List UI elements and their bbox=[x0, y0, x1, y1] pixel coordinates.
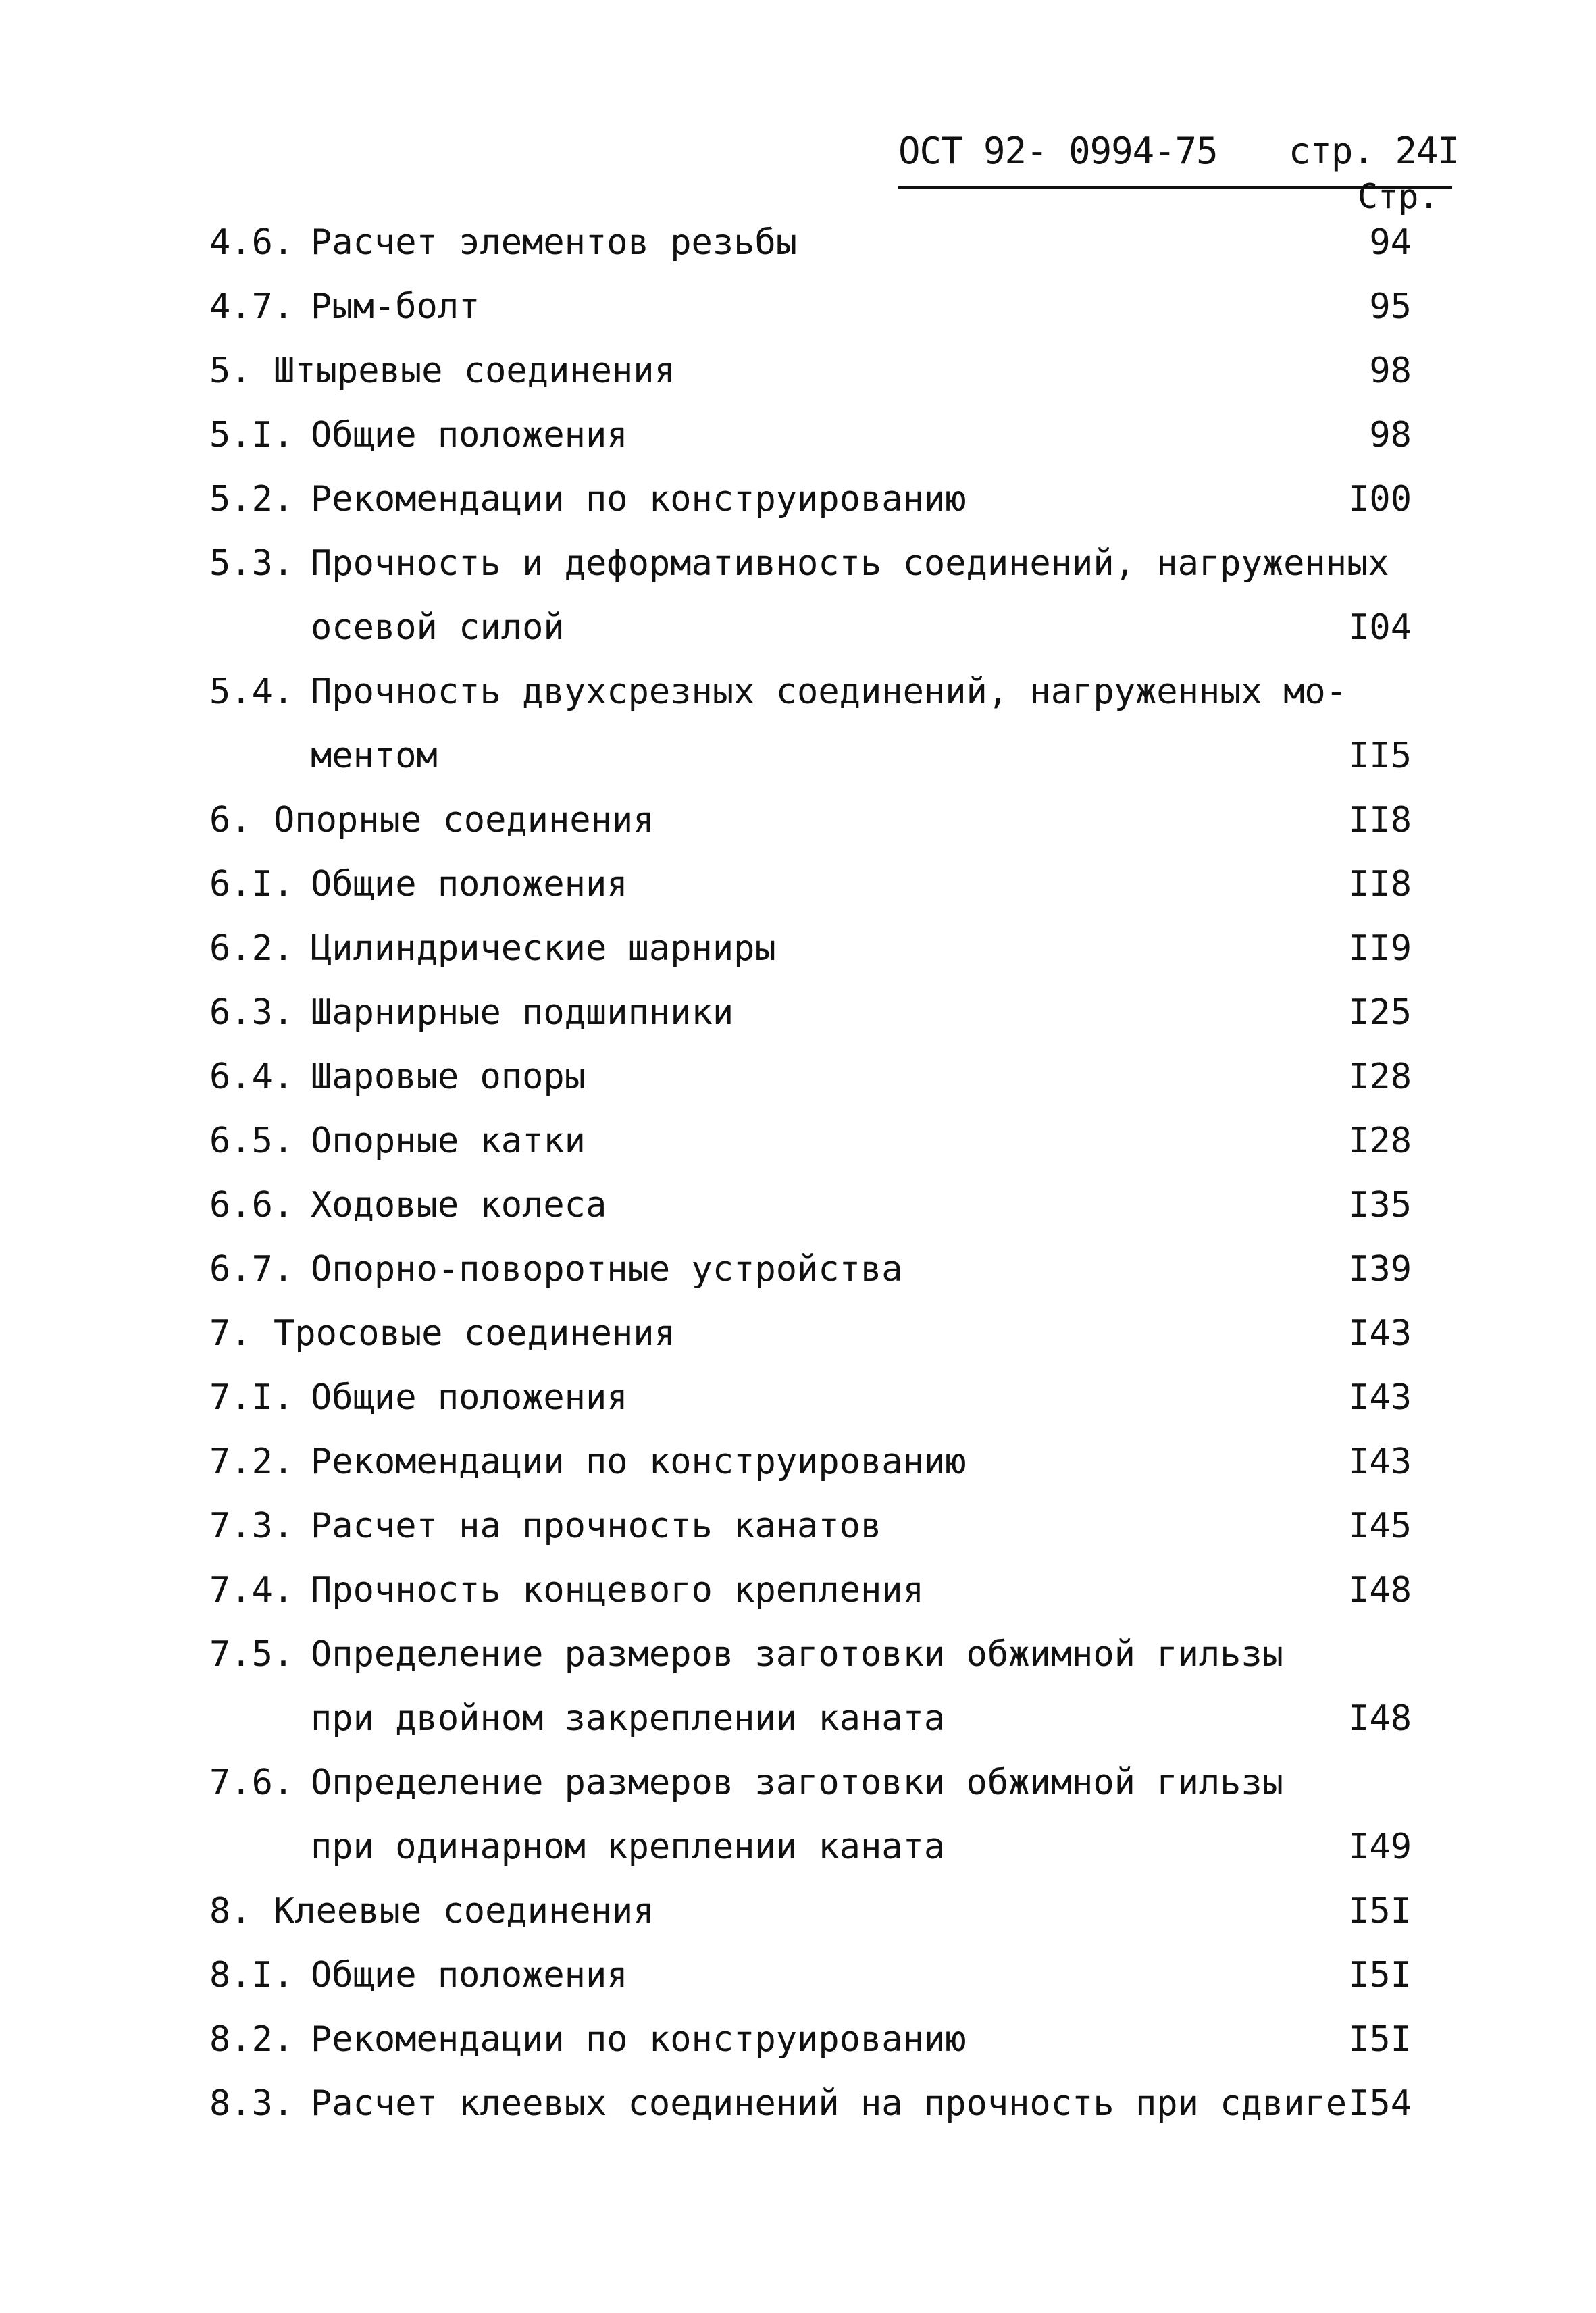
toc-entry-page: 94 bbox=[1369, 222, 1412, 263]
toc-entry-page: I39 bbox=[1348, 1249, 1412, 1290]
toc-entry-title: Тросовые соединения bbox=[274, 1313, 675, 1354]
toc-entry-title: ментом bbox=[311, 736, 438, 776]
toc-entry-number: 6.3. bbox=[209, 992, 294, 1033]
toc-entry-number: 6.4. bbox=[209, 1057, 294, 1097]
toc-entry-page: I54 bbox=[1348, 2083, 1412, 2124]
toc-entry-page: 95 bbox=[1369, 286, 1412, 327]
toc-entry-number: 8.3. bbox=[209, 2083, 294, 2124]
toc-entry-page: I5I bbox=[1348, 1955, 1412, 1996]
toc-entry-number: 7.6. bbox=[209, 1762, 294, 1803]
toc-entry-page: I25 bbox=[1348, 992, 1412, 1033]
toc-entry-number: 6.7. bbox=[209, 1249, 294, 1290]
toc-entry-title: Прочность двухсрезных соединений, нагруженных мо- bbox=[311, 671, 1347, 712]
toc-entry-number: 7.2. bbox=[209, 1442, 294, 1482]
toc-entry-title: Опорные катки bbox=[311, 1121, 586, 1161]
toc-entry-title: Расчет на прочность канатов bbox=[311, 1506, 882, 1546]
toc-entry-number: 7.4. bbox=[209, 1570, 294, 1610]
toc-entry-page: I04 bbox=[1348, 607, 1412, 648]
toc-entry-page: I43 bbox=[1348, 1442, 1412, 1482]
toc-entry bbox=[209, 1238, 1412, 1302]
toc-entry bbox=[209, 211, 1412, 275]
toc-entry bbox=[209, 1943, 1412, 2008]
page-column-label: Стр. bbox=[1358, 177, 1439, 216]
toc-entry-number: 6.5. bbox=[209, 1121, 294, 1161]
toc-entry-number: 4.6. bbox=[209, 222, 294, 263]
toc-entry-page: I28 bbox=[1348, 1121, 1412, 1161]
toc-entry bbox=[209, 339, 1412, 403]
toc-entry-title: Опорные соединения bbox=[274, 800, 654, 840]
toc-entry-number: 8. bbox=[209, 1891, 252, 1931]
toc-entry-page: I43 bbox=[1348, 1377, 1412, 1418]
toc-entry bbox=[209, 596, 1412, 660]
toc-entry-title: Цилиндрические шарниры bbox=[311, 928, 776, 969]
toc-entry-page: 98 bbox=[1369, 351, 1412, 391]
toc-entry-title: Общие положения bbox=[311, 1955, 628, 1996]
table-of-contents bbox=[209, 211, 1412, 2136]
toc-entry-title: Клеевые соединения bbox=[274, 1891, 654, 1931]
toc-entry-number: 5.3. bbox=[209, 543, 294, 584]
toc-entry-number: 6.2. bbox=[209, 928, 294, 969]
toc-entry-title: Шарнирные подшипники bbox=[311, 992, 734, 1033]
toc-entry bbox=[209, 917, 1412, 981]
toc-entry bbox=[209, 724, 1412, 788]
toc-entry-number: 5.4. bbox=[209, 671, 294, 712]
toc-entry bbox=[209, 1687, 1412, 1751]
toc-entry-title: Опорно-поворотные устройства bbox=[311, 1249, 903, 1290]
toc-entry-title: Рым-болт bbox=[311, 286, 480, 327]
toc-entry-title: Шаровые опоры bbox=[311, 1057, 586, 1097]
toc-entry-title: при двойном закреплении каната bbox=[311, 1698, 946, 1739]
toc-entry bbox=[209, 853, 1412, 917]
toc-entry-number: 5. bbox=[209, 351, 252, 391]
toc-entry-page: I43 bbox=[1348, 1313, 1412, 1354]
toc-entry-title: Штыревые соединения bbox=[274, 351, 675, 391]
toc-entry-page: I48 bbox=[1348, 1698, 1412, 1739]
toc-entry-number: 6. bbox=[209, 800, 252, 840]
toc-entry-page: I5I bbox=[1348, 1891, 1412, 1931]
toc-entry-title: Рекомендации по конструированию bbox=[311, 2019, 967, 2060]
toc-entry bbox=[209, 1751, 1412, 1815]
toc-entry bbox=[209, 1430, 1412, 1494]
toc-entry-page: I00 bbox=[1348, 479, 1412, 519]
toc-entry bbox=[209, 275, 1412, 339]
toc-entry-title: Рекомендации по конструированию bbox=[311, 1442, 967, 1482]
toc-entry-number: 4.7. bbox=[209, 286, 294, 327]
toc-entry bbox=[209, 1815, 1412, 1879]
toc-entry-page: I35 bbox=[1348, 1185, 1412, 1225]
toc-entry-number: 6.I. bbox=[209, 864, 294, 905]
toc-entry bbox=[209, 1494, 1412, 1558]
toc-entry-number: 7.I. bbox=[209, 1377, 294, 1418]
toc-entry bbox=[209, 467, 1412, 532]
page-number: стр. 24I bbox=[1288, 130, 1459, 172]
toc-entry-title: Прочность и деформативность соединений, нагруженных bbox=[311, 543, 1389, 584]
toc-entry-number: 7.3. bbox=[209, 1506, 294, 1546]
toc-entry-number: 7.5. bbox=[209, 1634, 294, 1675]
toc-entry-number: 8.2. bbox=[209, 2019, 294, 2060]
toc-entry-number: 7. bbox=[209, 1313, 252, 1354]
toc-entry-number: 5.I. bbox=[209, 415, 294, 455]
toc-entry-page: 98 bbox=[1369, 415, 1412, 455]
toc-entry-title: осевой силой bbox=[311, 607, 565, 648]
toc-entry bbox=[209, 1109, 1412, 1173]
toc-entry-page: I48 bbox=[1348, 1570, 1412, 1610]
toc-entry bbox=[209, 981, 1412, 1045]
toc-entry bbox=[209, 1302, 1412, 1366]
toc-entry-page: II8 bbox=[1348, 800, 1412, 840]
toc-entry bbox=[209, 1045, 1412, 1109]
toc-entry-title: Ходовые колеса bbox=[311, 1185, 607, 1225]
toc-entry bbox=[209, 1366, 1412, 1430]
toc-entry-number: 6.6. bbox=[209, 1185, 294, 1225]
toc-entry bbox=[209, 1623, 1412, 1687]
toc-entry bbox=[209, 532, 1412, 596]
toc-entry-title: Общие положения bbox=[311, 864, 628, 905]
toc-entry-title: Рекомендации по конструированию bbox=[311, 479, 967, 519]
toc-entry-number: 5.2. bbox=[209, 479, 294, 519]
toc-entry-page: I28 bbox=[1348, 1057, 1412, 1097]
toc-entry-page: II5 bbox=[1348, 736, 1412, 776]
toc-entry bbox=[209, 788, 1412, 853]
toc-entry-title: Определение размеров заготовки обжимной гильзы bbox=[311, 1762, 1284, 1803]
toc-entry-title: Расчет клеевых соединений на прочность при сдвиге bbox=[311, 2083, 1347, 2124]
toc-entry bbox=[209, 1558, 1412, 1623]
document-code: ОСТ 92- 0994-75 bbox=[898, 130, 1218, 172]
toc-entry-title: Расчет элементов резьбы bbox=[311, 222, 798, 263]
toc-entry bbox=[209, 2072, 1412, 2136]
toc-entry-page: I49 bbox=[1348, 1827, 1412, 1867]
toc-entry-title: Общие положения bbox=[311, 1377, 628, 1418]
toc-entry bbox=[209, 403, 1412, 467]
toc-entry-page: I5I bbox=[1348, 2019, 1412, 2060]
toc-entry-title: Общие положения bbox=[311, 415, 628, 455]
toc-entry-page: I45 bbox=[1348, 1506, 1412, 1546]
toc-entry-title: Определение размеров заготовки обжимной гильзы bbox=[311, 1634, 1284, 1675]
toc-entry bbox=[209, 1173, 1412, 1238]
toc-entry bbox=[209, 1879, 1412, 1943]
toc-entry bbox=[209, 2008, 1412, 2072]
toc-entry bbox=[209, 660, 1412, 724]
toc-entry-page: II8 bbox=[1348, 864, 1412, 905]
toc-entry-number: 8.I. bbox=[209, 1955, 294, 1996]
toc-entry-title: Прочность концевого крепления bbox=[311, 1570, 924, 1610]
toc-entry-title: при одинарном креплении каната bbox=[311, 1827, 946, 1867]
toc-entry-page: II9 bbox=[1348, 928, 1412, 969]
